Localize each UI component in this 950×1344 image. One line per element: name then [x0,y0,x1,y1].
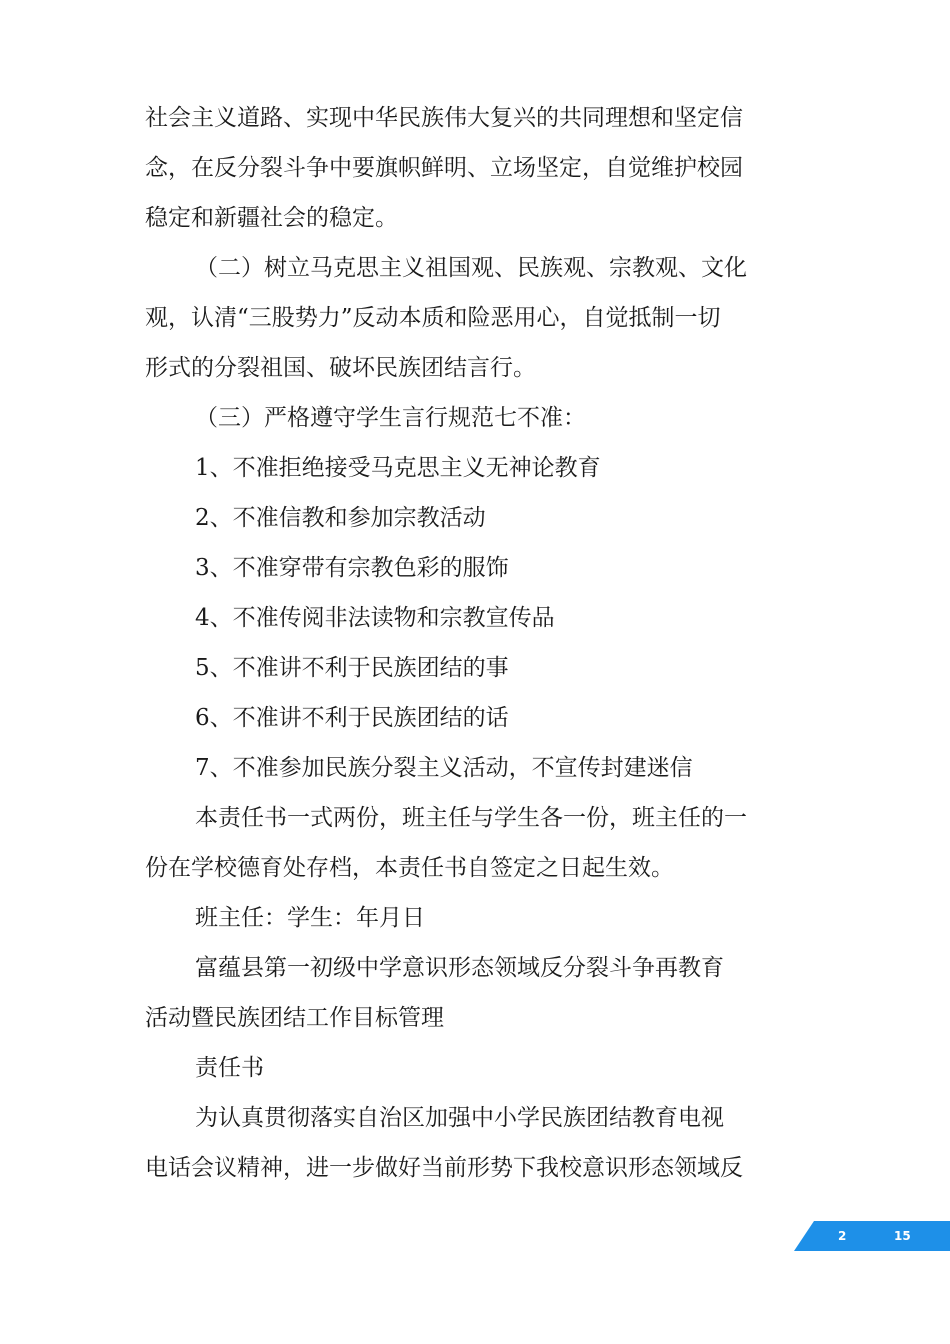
text-line: 为认真贯彻落实自治区加强中小学民族团结教育电视 [195,1105,724,1131]
footer-banner-shape [794,1221,950,1251]
list-item: 1、不准拒绝接受马克思主义无神论教育 [195,455,601,481]
text-line: （二）树立马克思主义祖国观、民族观、宗教观、文化 [195,255,747,281]
text-line: 份在学校德育处存档，本责任书自签定之日起生效。 [145,855,674,881]
list-item: 7、不准参加民族分裂主义活动，不宣传封建迷信 [195,755,693,781]
section-title: 责任书 [195,1055,264,1081]
list-item: 5、不准讲不利于民族团结的事 [195,655,509,681]
section-title: 活动暨民族团结工作目标管理 [145,1005,444,1031]
text-line: 念，在反分裂斗争中要旗帜鲜明、立场坚定，自觉维护校园 [145,155,743,181]
text-line: （三）严格遵守学生言行规范七不准： [195,405,586,431]
text-line: 稳定和新疆社会的稳定。 [145,205,398,231]
current-page-number: 2 [838,1229,847,1243]
text-line: 观，认清“三股势力”反动本质和险恶用心，自觉抵制一切 [145,305,721,331]
document-body [145,93,810,1193]
text-line: 社会主义道路、实现中华民族伟大复兴的共同理想和坚定信 [145,105,743,131]
page-number-footer [794,1221,950,1251]
text-line: 电话会议精神，进一步做好当前形势下我校意识形态领域反 [145,1155,743,1181]
list-item: 2、不准信教和参加宗教活动 [195,505,486,531]
total-page-count: 15 [894,1229,911,1243]
list-item: 3、不准穿带有宗教色彩的服饰 [195,555,509,581]
list-item: 4、不准传阅非法读物和宗教宣传品 [195,605,555,631]
text-line: 本责任书一式两份，班主任与学生各一份，班主任的一 [195,805,747,831]
list-item: 6、不准讲不利于民族团结的话 [195,705,509,731]
text-line: 形式的分裂祖国、破坏民族团结言行。 [145,355,536,381]
section-title: 富蕴县第一初级中学意识形态领域反分裂斗争再教育 [195,955,724,981]
signature-line: 班主任：学生：年月日 [195,905,425,931]
